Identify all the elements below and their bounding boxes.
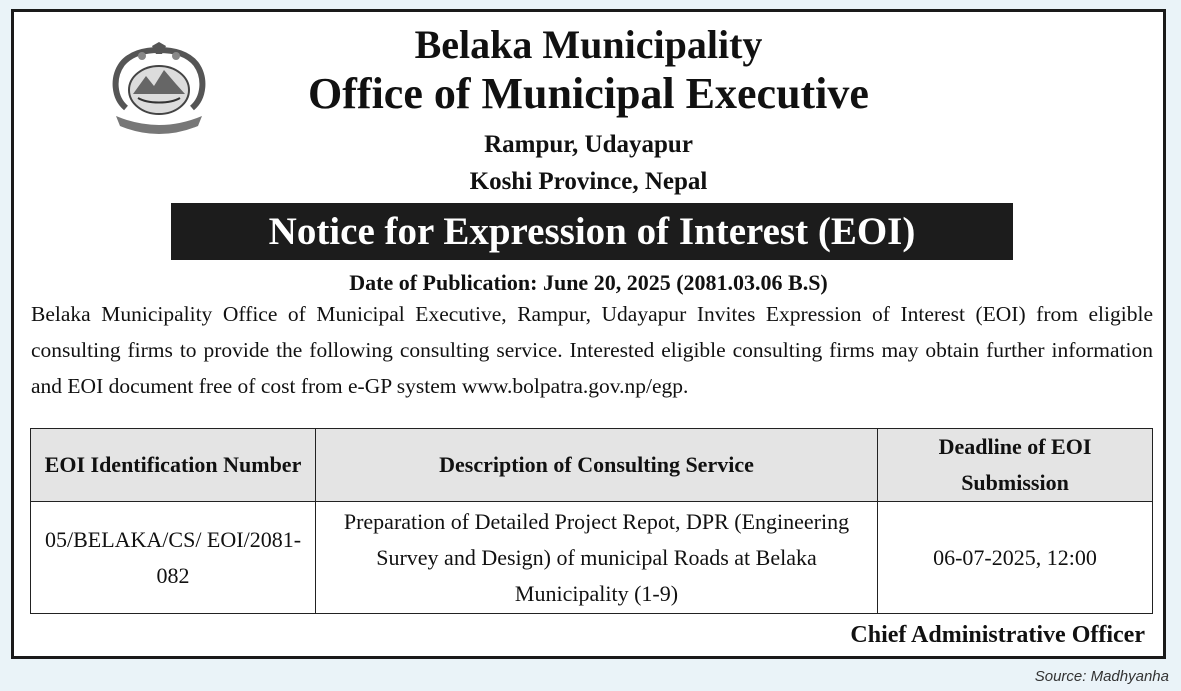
- cell-eoi-id: 05/BELAKA/CS/ EOI/2081-082: [31, 502, 316, 614]
- notice-title: Notice for Expression of Interest (EOI): [171, 203, 1013, 260]
- municipality-name: Belaka Municipality: [414, 22, 763, 67]
- table-header-row: [31, 429, 1153, 502]
- source-credit: Source: Madhyanha: [1034, 668, 1169, 685]
- header-deadline: Deadline of EOI Submission: [878, 429, 1153, 502]
- table-row: [31, 502, 1153, 614]
- eoi-table: [30, 428, 1153, 614]
- address-line-2: Koshi Province, Nepal: [469, 168, 708, 195]
- cell-deadline: 06-07-2025, 12:00: [878, 502, 1153, 614]
- office-name: Office of Municipal Executive: [308, 69, 869, 118]
- header-description: Description of Consulting Service: [316, 429, 878, 502]
- signature: Chief Administrative Officer: [850, 622, 1145, 648]
- address-line-1: Rampur, Udayapur: [484, 131, 693, 158]
- notice-body: [31, 296, 1153, 404]
- header-eoi-id: EOI Identification Number: [31, 429, 316, 502]
- notice-frame: [11, 9, 1166, 659]
- cell-description: Preparation of Detailed Project Repot, DPR (Engineering Survey and Design) of municipal Roads at Belaka Municipality (1-9): [316, 502, 878, 614]
- notice-body-text: Belaka Municipality Office of Municipal Executive, Rampur, Udayapur Invites Expression of Interest (EOI) from eligible consulting firms to provide the following consulting service. Interested eligible consulting firms may obtain further information and EOI document free of cost from e-GP system www.bolpatra.gov.np/egp.: [31, 302, 1153, 398]
- publication-date: Date of Publication: June 20, 2025 (2081.03.06 B.S): [349, 270, 828, 295]
